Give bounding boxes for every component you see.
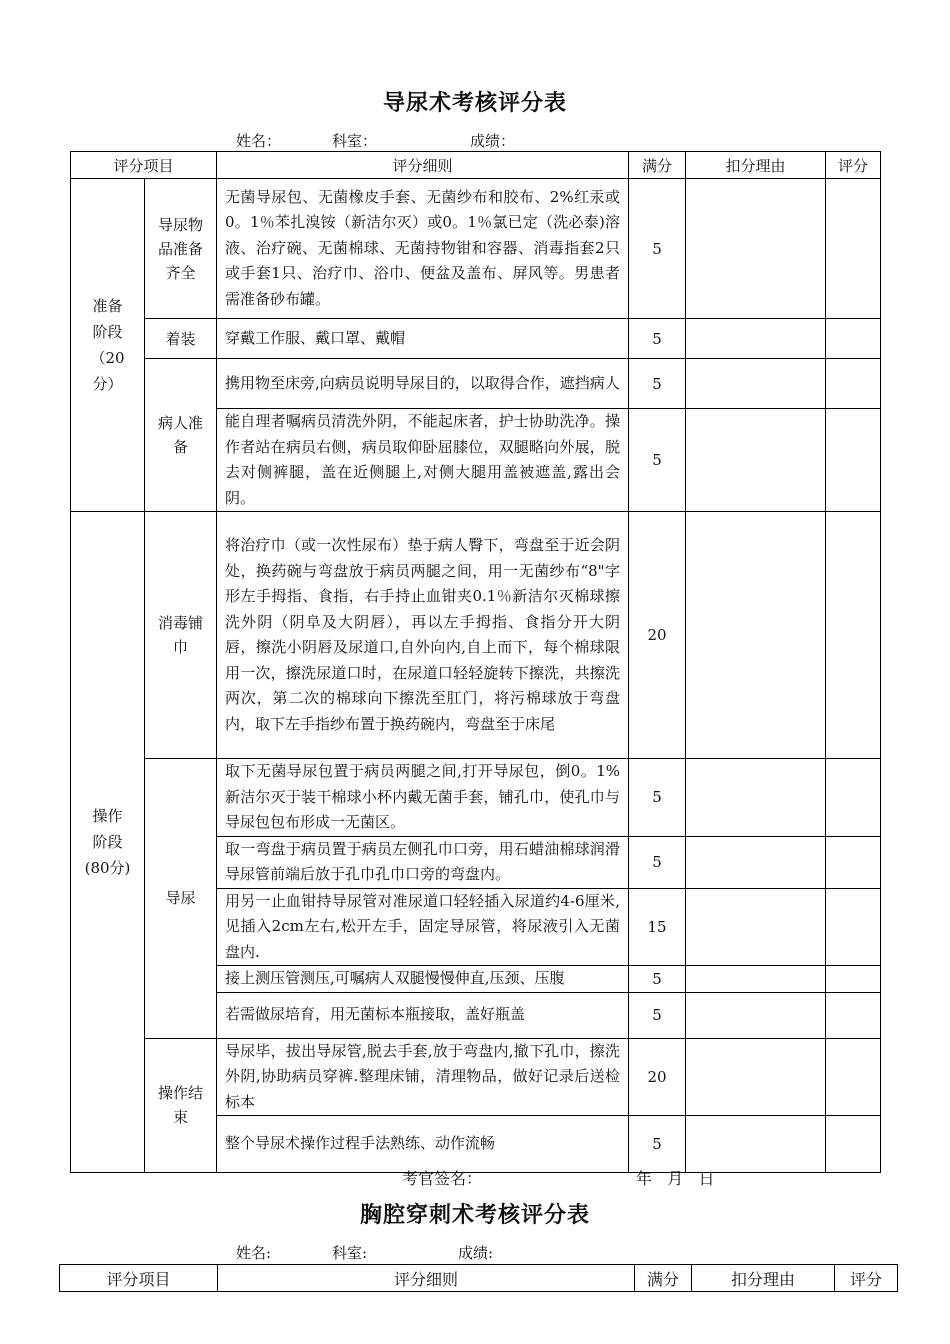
row-detail: 携用物至床旁,向病员说明导尿目的，以取得合作，遮挡病人 bbox=[217, 359, 629, 409]
header-detail: 评分细则 bbox=[217, 152, 629, 179]
score-cell[interactable] bbox=[826, 409, 881, 512]
examiner-signature-label: 考官签名： bbox=[402, 1169, 483, 1188]
section-prep-label: 准备 阶段 （20 分） bbox=[71, 179, 145, 512]
score-cell[interactable] bbox=[826, 966, 881, 993]
row-max-score: 5 bbox=[629, 836, 686, 888]
name-label: 姓名: bbox=[236, 1244, 272, 1262]
row-detail: 能自理者嘱病员清洗外阴，不能起床者，护士协助洗净。操作者站在病员右侧，病员取仰卧屈膝位，双腿略向外展，脱去对侧裤腿，盖在近侧腿上,对侧大腿用盖被遮盖,露出会阴。 bbox=[217, 409, 629, 512]
table-row bbox=[71, 512, 881, 759]
header-row bbox=[71, 152, 881, 179]
deduction-reason-cell[interactable] bbox=[686, 836, 826, 888]
subsection-label: 导尿 bbox=[145, 759, 217, 1039]
subsection-label: 着装 bbox=[145, 319, 217, 359]
row-max-score: 15 bbox=[629, 888, 686, 966]
row-detail: 将治疗巾（或一次性尿布）垫于病人臀下，弯盘至于近会阴处，换药碗与弯盘放于病员两腿之间，用一无菌纱布“8"字形左手拇指、食指，右手持止血钳夹0.1％新洁尔灭棉球擦洗外阴（阴阜及大阴唇），再以左手拇指、食指分开大阴唇，擦洗小阴唇及尿道口,自外向内,自上而下，每个棉球限用一次，擦洗尿道口时，在尿道口轻轻旋转下擦洗，共擦洗两次，第二次的棉球向下擦洗至肛门，将污棉球放于弯盘内，取下左手指纱布置于换药碗内，弯盘至于床尾 bbox=[217, 512, 629, 759]
deduction-reason-cell[interactable] bbox=[686, 1116, 826, 1173]
dept-label: 科室： bbox=[332, 132, 378, 150]
deduction-reason-cell[interactable] bbox=[686, 759, 826, 837]
deduction-reason-cell[interactable] bbox=[686, 359, 826, 409]
scoring-table bbox=[70, 151, 881, 1173]
subsection-label: 导尿物 品准备 齐全 bbox=[145, 179, 217, 319]
score-cell[interactable] bbox=[826, 836, 881, 888]
row-max-score: 5 bbox=[629, 992, 686, 1038]
row-max-score: 5 bbox=[629, 409, 686, 512]
header-score: 评分 bbox=[826, 152, 881, 179]
row-detail: 无菌导尿包、无菌橡皮手套、无菌纱布和胶布、2%红汞或0。1％苯扎溴铵（新洁尔灭）或0。1％氯已定（洗必泰)溶液、治疗碗、无菌棉球、无菌持物钳和容器、消毒指套2只或手套1只、治疗巾、浴巾、便盆及盖布、屏风等。男患者需准备砂布罐。 bbox=[217, 179, 629, 319]
score-cell[interactable] bbox=[826, 992, 881, 1038]
row-max-score: 20 bbox=[629, 512, 686, 759]
score-label: 成绩: bbox=[458, 1244, 494, 1262]
deduction-reason-cell[interactable] bbox=[686, 179, 826, 319]
row-max-score: 5 bbox=[629, 359, 686, 409]
score-label: 成绩： bbox=[470, 132, 516, 150]
header-item: 评分项目 bbox=[71, 152, 217, 179]
form2-title: 胸腔穿刺术考核评分表 bbox=[359, 1202, 590, 1228]
subsection-label: 病人准 备 bbox=[145, 359, 217, 512]
row-max-score: 5 bbox=[629, 759, 686, 837]
header-max: 满分 bbox=[635, 1265, 692, 1292]
subsection-label: 操作结 束 bbox=[145, 1038, 217, 1173]
name-label: 姓名： bbox=[236, 132, 282, 150]
row-detail: 取下无菌导尿包置于病员两腿之间,打开导尿包，倒0。1%新洁尔灭于装干棉球小杯内戴无菌手套，铺孔巾，使孔巾与导尿包包布形成一无菌区。 bbox=[217, 759, 629, 837]
row-max-score: 20 bbox=[629, 1038, 686, 1116]
score-cell[interactable] bbox=[826, 179, 881, 319]
deduction-reason-cell[interactable] bbox=[686, 409, 826, 512]
row-detail: 取一弯盘于病员置于病员左侧孔巾口旁，用石蜡油棉球润滑导尿管前端后放于孔巾孔巾口旁的弯盘内。 bbox=[217, 836, 629, 888]
score-cell[interactable] bbox=[826, 1038, 881, 1116]
deduction-reason-cell[interactable] bbox=[686, 966, 826, 993]
row-detail: 若需做尿培育，用无菌标本瓶接取，盖好瓶盖 bbox=[217, 992, 629, 1038]
deduction-reason-cell[interactable] bbox=[686, 512, 826, 759]
header-reason: 扣分理由 bbox=[692, 1265, 835, 1292]
row-max-score: 5 bbox=[629, 319, 686, 359]
section-operation-label: 操作 阶段 (80分) bbox=[71, 512, 145, 1173]
table-row bbox=[71, 179, 881, 319]
row-detail: 导尿毕，拔出导尿管,脱去手套,放于弯盘内,撤下孔巾，擦洗外阴,协助病员穿裤.整理床铺，清理物品，做好记录后送检标本 bbox=[217, 1038, 629, 1116]
score-cell[interactable] bbox=[826, 1116, 881, 1173]
deduction-reason-cell[interactable] bbox=[686, 1038, 826, 1116]
score-cell[interactable] bbox=[826, 888, 881, 966]
deduction-reason-cell[interactable] bbox=[686, 319, 826, 359]
header-reason: 扣分理由 bbox=[686, 152, 826, 179]
row-max-score: 5 bbox=[629, 1116, 686, 1173]
subsection-label: 消毒铺 巾 bbox=[145, 512, 217, 759]
score-cell[interactable] bbox=[826, 759, 881, 837]
row-detail: 穿戴工作服、戴口罩、戴帽 bbox=[217, 319, 629, 359]
score-cell[interactable] bbox=[826, 359, 881, 409]
deduction-reason-cell[interactable] bbox=[686, 888, 826, 966]
score-cell[interactable] bbox=[826, 319, 881, 359]
table-row bbox=[71, 359, 881, 409]
form1-title: 导尿术考核评分表 bbox=[382, 90, 567, 116]
dept-label: 科室: bbox=[332, 1244, 368, 1262]
row-max-score: 5 bbox=[629, 179, 686, 319]
row-detail: 整个导尿术操作过程手法熟练、动作流畅 bbox=[217, 1116, 629, 1173]
header-item: 评分项目 bbox=[60, 1265, 218, 1292]
deduction-reason-cell[interactable] bbox=[686, 992, 826, 1038]
header-detail: 评分细则 bbox=[218, 1265, 635, 1292]
header-score: 评分 bbox=[835, 1265, 898, 1292]
header-row bbox=[60, 1265, 898, 1292]
header-max: 满分 bbox=[629, 152, 686, 179]
scoring-table-2 bbox=[59, 1264, 898, 1292]
score-cell[interactable] bbox=[826, 512, 881, 759]
row-detail: 用另一止血钳持导尿管对准尿道口轻轻插入尿道约4-6厘米,见插入2cm左右,松开左手，固定导尿管，将尿液引入无菌盘内. bbox=[217, 888, 629, 966]
table-row bbox=[71, 1038, 881, 1116]
row-max-score: 5 bbox=[629, 966, 686, 993]
date-label: 年 月 日 bbox=[636, 1169, 715, 1188]
row-detail: 接上测压管测压,可嘱病人双腿慢慢伸直,压颈、压腹 bbox=[217, 966, 629, 993]
table-row bbox=[71, 759, 881, 837]
table-row bbox=[71, 319, 881, 359]
